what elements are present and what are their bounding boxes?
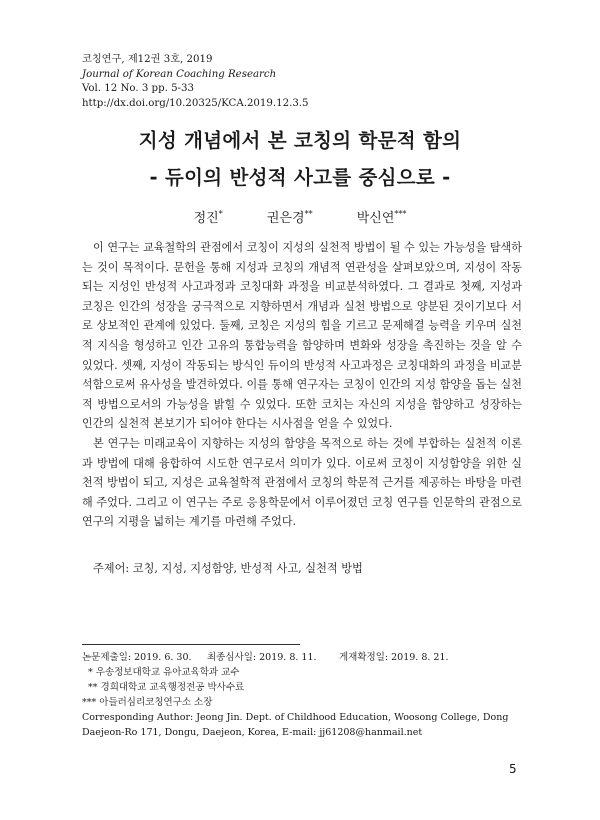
author-3-mark: ***	[394, 209, 407, 219]
title-block	[0, 125, 600, 190]
author-1-mark: *	[218, 209, 223, 219]
reviewed-date: 최종심사일: 2019. 8. 11.	[207, 652, 317, 663]
affiliation-3: *** 아들러심리코칭연구소 소장	[82, 696, 213, 708]
author-list	[0, 207, 600, 226]
received-date: 논문제출일: 2019. 6. 30.	[82, 652, 192, 663]
author-1-name: 정진	[193, 211, 219, 226]
journal-issue-line: 코칭연구, 제12권 3호, 2019	[82, 54, 213, 65]
keywords	[93, 560, 363, 576]
author-2-mark: **	[304, 209, 313, 219]
corresponding-author: Corresponding Author: Jeong Jin. Dept. of Childhood Education, Woosong College, Dong Daejeon-Ro 171, Dongu, Daejeon, Korea, E-mail: jj61208@hanmail.net	[82, 711, 509, 738]
footnote-divider	[82, 644, 300, 645]
abstract	[82, 238, 522, 532]
abstract-paragraph-2: 본 연구는 미래교육이 지향하는 지성의 함양을 목적으로 하는 것에 부합하는 실천적 이론과 방법에 대해 융합하여 시도한 연구로서 의미가 있다. 이로써 코칭이 지성함양을 위한 실천적 방법이 되고, 지성은 교육철학적 관점에서 코칭의 학문적 근거를 제공하는 바탕을 마련해 주었다. 그리고 이 연구는 주로 응용학문에서 이루어졌던 코칭 연구를 인문학의 관점으로 연구의 지평을 넓히는 계기를 마련해 주었다.	[82, 436, 522, 529]
abstract-paragraph-1: 이 연구는 교육철학의 관점에서 코칭이 지성의 실천적 방법이 될 수 있는 가능성을 탐색하는 것이 목적이다. 문헌을 통해 지성과 코칭의 개념적 연관성을 살펴보았으며, 지성이 작동되는 지성인 반성적 사고과정과 코칭대화 과정을 비교분석하였다. 그 결과로 첫째, 지성과 코칭은 인간의 성장을 궁극적으로 지향하면서 개념과 실천 방법으로 양분된 것이기보다 서로 상보적인 관계에 있었다. 둘째, 코칭은 지성의 힘을 기르고 문제해결 능력을 키우며 실천적 지식을 형성하고 인간 고유의 통합능력을 함양하며 변화와 성장을 촉진하는 것을 알 수 있었다. 셋째, 지성이 작동되는 방식인 듀이의 반성적 사고과정은 코칭대화의 과정을 비교분석함으로써 유사성을 발견하였다. 이를 통해 연구자는 코칭이 인간의 지성 함양을 돕는 실천적 방법으로서의 가능성을 밝힐 수 있었다. 또한 코치는 자신의 지성을 함양하고 성장하는 인간의 실천적 본보기가 되어야 한다는 시사점을 얻을 수 있었다.	[82, 241, 522, 431]
affiliation-1: * 우송정보대학교 유아교육학과 교수	[88, 666, 240, 678]
author-1	[194, 211, 223, 226]
author-3	[357, 211, 407, 226]
affiliation-2: ** 경희대학교 교육행정전공 박사수료	[88, 681, 245, 693]
author-2-name: 권은경	[266, 211, 305, 226]
paper-title: 지성 개념에서 본 코칭의 학문적 함의	[138, 129, 462, 152]
submission-dates	[82, 651, 522, 666]
page-number: 5	[509, 762, 517, 776]
journal-header	[82, 53, 309, 111]
author-2	[267, 211, 313, 226]
volume-pages: Vol. 12 No. 3 pp. 5-33	[82, 83, 194, 95]
keywords-label: 주제어:	[93, 562, 130, 575]
doi-link[interactable]: http://dx.doi.org/10.20325/KCA.2019.12.3.5	[82, 97, 309, 109]
keywords-text: 코칭, 지성, 지성함양, 반성적 사고, 실천적 방법	[132, 562, 363, 575]
author-3-name: 박신연	[356, 211, 395, 226]
accepted-date: 게재확정일: 2019. 8. 21.	[339, 652, 449, 663]
journal-name: Journal of Korean Coaching Research	[82, 68, 277, 80]
footnotes	[82, 651, 522, 740]
paper-subtitle: - 듀이의 반성적 사고를 중심으로 -	[149, 166, 451, 189]
